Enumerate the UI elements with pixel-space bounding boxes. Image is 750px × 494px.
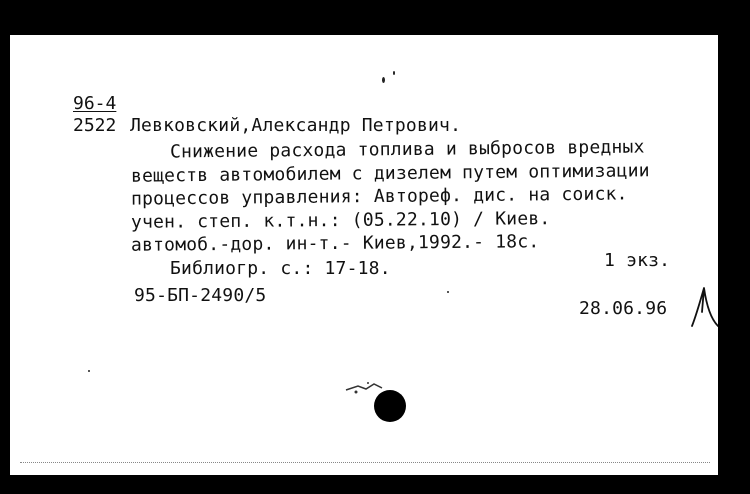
body-line-4: учен. степ. к.т.н.: (05.22.10) / Киев. [130, 208, 551, 233]
ink-smudge [344, 380, 384, 396]
date-stamp: 28.06.96 [579, 298, 668, 319]
speck [393, 71, 395, 75]
body-line-5: автомоб.-дор. ин-т.- Киев,1992.- 18с. [130, 231, 540, 256]
shelf-mark-bottom: 2522 [73, 115, 117, 136]
author-line: Левковский,Александр Петрович. [130, 115, 462, 136]
body-line-1: Снижение расхода топлива и выбросов вредных [169, 136, 645, 163]
shelf-mark [73, 93, 116, 137]
signature-mark [686, 282, 718, 332]
copies-count: 1 экз. [604, 250, 671, 271]
bibliography-line: Библиогр. с.: 17-18. [170, 258, 391, 279]
body-line-2: веществ автомобилем с дизелем путем оптимизации [130, 160, 650, 187]
record-number: 95-БП-2490/5 [134, 285, 267, 306]
speck [88, 370, 90, 372]
scan-edge-line [20, 462, 710, 463]
speck [447, 291, 449, 293]
body-line-3: процессов управления: Автореф. дис. на соиск. [130, 183, 628, 210]
shelf-mark-top: 96-4 [73, 93, 117, 114]
speck [382, 77, 385, 83]
catalog-card [10, 35, 718, 475]
